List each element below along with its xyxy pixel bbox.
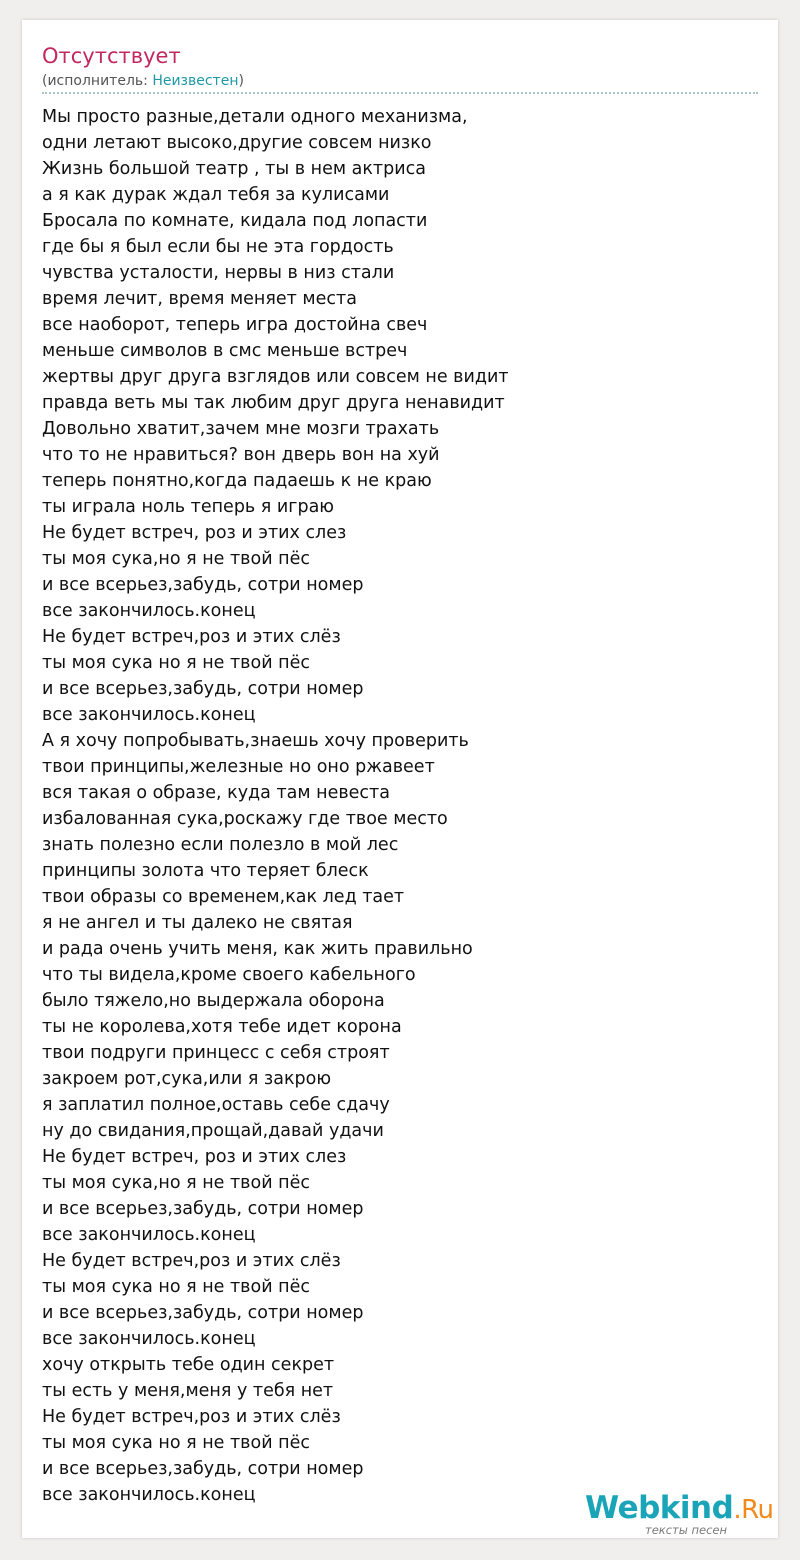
lyric-line: время лечит, время меняет места	[42, 289, 357, 309]
lyric-line: ты моя сука но я не твой пёс	[42, 1433, 310, 1453]
lyric-line: я не ангел и ты далеко не святая	[42, 913, 353, 933]
lyric-line: вся такая о образе, куда там невеста	[42, 783, 390, 803]
lyric-line: Бросала по комнате, кидала под лопасти	[42, 211, 428, 231]
lyric-line: все закончилось.конец	[42, 601, 256, 621]
lyric-line: избалованная сука,роскажу где твое место	[42, 809, 448, 829]
lyric-line: ты моя сука,но я не твой пёс	[42, 549, 310, 569]
artist-prefix: (исполнитель:	[42, 73, 153, 89]
lyric-line: и все всерьез,забудь, сотри номер	[42, 1199, 364, 1219]
title-divider	[42, 92, 758, 94]
lyric-line: все наоборот, теперь игра достойна свеч	[42, 315, 428, 335]
lyric-line: ты есть у меня,меня у тебя нет	[42, 1381, 334, 1401]
lyric-line: Не будет встреч,роз и этих слёз	[42, 1251, 341, 1271]
lyric-line: и рада очень учить меня, как жить правильно	[42, 939, 473, 959]
lyric-line: Не будет встреч, роз и этих слез	[42, 523, 347, 543]
lyric-line: Жизнь большой театр , ты в нем актриса	[42, 159, 426, 179]
lyric-line: и все всерьез,забудь, сотри номер	[42, 1459, 364, 1479]
lyrics-page	[22, 20, 778, 1538]
lyric-line: правда веть мы так любим друг друга ненавидит	[42, 393, 505, 413]
lyric-line: Не будет встреч,роз и этих слёз	[42, 627, 341, 647]
lyric-line: все закончилось.конец	[42, 1485, 256, 1505]
lyric-line: все закончилось.конец	[42, 1225, 256, 1245]
lyric-line: и все всерьез,забудь, сотри номер	[42, 575, 364, 595]
lyric-line: одни летают высоко,другие совсем низко	[42, 133, 432, 153]
lyric-line: твои принципы,железные но оно ржавеет	[42, 757, 435, 777]
lyric-line: А я хочу попробывать,знаешь хочу проверить	[42, 731, 469, 751]
lyric-line: где бы я был если бы не эта гордость	[42, 237, 394, 257]
lyric-line: теперь понятно,когда падаешь к не краю	[42, 471, 432, 491]
lyric-line: твои подруги принцесс с себя строят	[42, 1043, 390, 1063]
lyric-line: все закончилось.конец	[42, 705, 256, 725]
lyric-line: было тяжело,но выдержала оборона	[42, 991, 385, 1011]
lyric-line: принципы золота что теряет блеск	[42, 861, 369, 881]
site-logo[interactable]	[585, 1490, 775, 1536]
lyric-line: ты моя сука,но я не твой пёс	[42, 1173, 310, 1193]
artist-suffix: )	[238, 73, 244, 89]
lyric-line: жертвы друг друга взглядов или совсем не видит	[42, 367, 509, 387]
lyric-line: меньше символов в смс меньше встреч	[42, 341, 408, 361]
lyric-line: закроем рот,сука,или я закрою	[42, 1069, 332, 1089]
lyric-line: ты играла ноль теперь я играю	[42, 497, 335, 517]
lyric-line: твои образы со временем,как лед тает	[42, 887, 405, 907]
logo-tld: .Ru	[733, 1495, 774, 1525]
lyric-line: Довольно хватит,зачем мне мозги трахать	[42, 419, 440, 439]
artist-line	[42, 72, 244, 90]
lyric-line: Мы просто разные,детали одного механизма,	[42, 107, 468, 127]
lyric-line: что ты видела,кроме своего кабельного	[42, 965, 416, 985]
lyric-line: Не будет встреч,роз и этих слёз	[42, 1407, 341, 1427]
lyric-line: все закончилось.конец	[42, 1329, 256, 1349]
lyric-line: я заплатил полное,оставь себе сдачу	[42, 1095, 390, 1115]
lyric-line: и все всерьез,забудь, сотри номер	[42, 1303, 364, 1323]
artist-link[interactable]: Неизвестен	[152, 73, 239, 89]
lyric-line: Не будет встреч, роз и этих слез	[42, 1147, 347, 1167]
song-title: Отсутствует	[42, 44, 181, 68]
lyric-line: ты моя сука но я не твой пёс	[42, 1277, 310, 1297]
lyric-line: и все всерьез,забудь, сотри номер	[42, 679, 364, 699]
logo-name: Webkind	[585, 1490, 734, 1526]
lyric-line: что то не нравиться? вон дверь вон на хуй	[42, 445, 440, 465]
lyric-line: ну до свидания,прощай,давай удачи	[42, 1121, 384, 1141]
lyric-line: знать полезно если полезло в мой лес	[42, 835, 399, 855]
logo-subtitle: тексты песен	[645, 1523, 727, 1537]
lyric-line: ты не королева,хотя тебе идет корона	[42, 1017, 402, 1037]
lyrics-text	[42, 104, 742, 1508]
lyric-line: ты моя сука но я не твой пёс	[42, 653, 310, 673]
lyric-line: а я как дурак ждал тебя за кулисами	[42, 185, 390, 205]
lyric-line: чувства усталости, нервы в низ стали	[42, 263, 395, 283]
lyric-line: хочу открыть тебе один секрет	[42, 1355, 335, 1375]
